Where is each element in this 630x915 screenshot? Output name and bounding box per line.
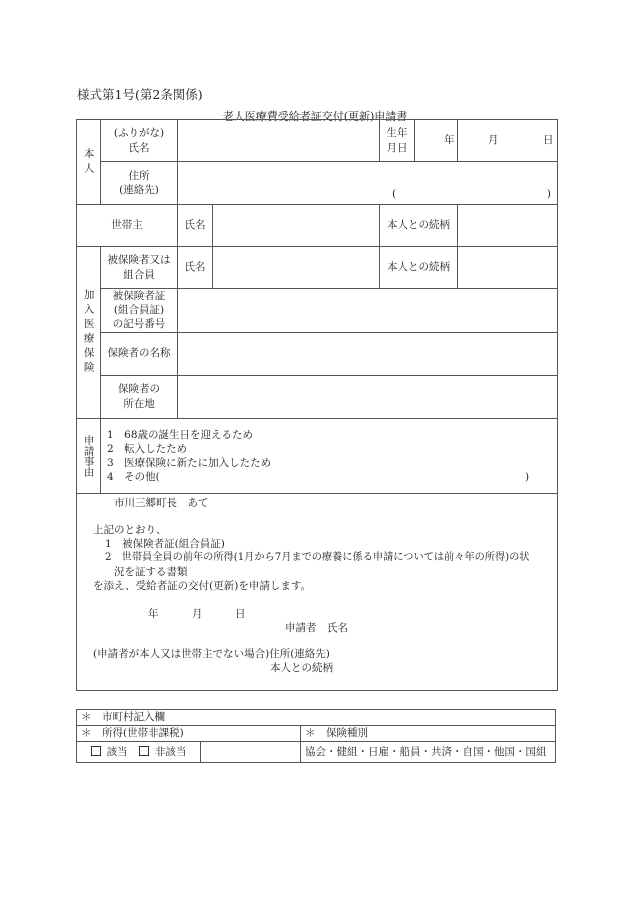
statement-doc2: 2 世帯員全員の前年の所得(1月から7月までの療養に係る申請については前々年の所得)の状 — [105, 551, 530, 563]
applicant-signature-label: 申請者 氏名 — [285, 621, 348, 634]
applicant-address-row — [77, 162, 558, 205]
applicable-label: 該当 — [106, 745, 128, 758]
applicant-name-field[interactable] — [178, 120, 380, 162]
reason-item[interactable]: 3 医療保険に新たに加入したため — [107, 456, 272, 469]
insurer-address-field[interactable] — [178, 375, 558, 418]
insured-relation-label: 本人との続柄 — [380, 247, 458, 289]
statement-month: 月 — [192, 607, 203, 620]
income-checkboxes — [77, 742, 201, 763]
statement-intro: 上記のとおり、 — [93, 523, 167, 536]
not-applicable-label: 非該当 — [154, 745, 187, 758]
office-title: ＊ 市町村記入欄 — [77, 710, 556, 726]
insurance-type-options[interactable]: 協会・健組・日雇・船員・共済・自国・他国・国組 — [301, 742, 556, 763]
name-label-cell: (ふりがな) 氏名 — [101, 120, 178, 162]
applicable-checkbox[interactable] — [91, 746, 101, 756]
not-applicable-checkbox[interactable] — [139, 746, 149, 756]
birth-date-field[interactable]: 年 月 日 — [458, 120, 558, 162]
household-head-row — [77, 205, 558, 247]
statement-doc1: 1 被保険者証(組合員証) — [105, 537, 225, 550]
alt-address-label: (申請者が本人又は世帯主でない場合)住所(連絡先) — [93, 647, 330, 660]
card-number-label: 被保険者証 (組合員証) の記号番号 — [101, 289, 178, 333]
insurer-address-label: 保険者の 所在地 — [101, 375, 178, 418]
card-number-row — [77, 289, 558, 333]
statement-doc2-cont: 況を証する書類 — [114, 565, 188, 578]
form-number: 様式第1号(第2条関係) — [77, 87, 203, 102]
income-label: ＊ 所得(世帯非課税) — [77, 726, 301, 742]
insured-relation-field[interactable] — [458, 247, 558, 289]
insurer-address-row — [77, 375, 558, 418]
reason-item[interactable]: 4 その他( ) — [107, 470, 530, 483]
statement-block — [77, 493, 558, 690]
reasons-section-label: 申請事由 — [77, 418, 101, 493]
household-name-label: 氏名 — [178, 205, 213, 247]
household-relation-label: 本人との続柄 — [380, 205, 458, 247]
household-name-field[interactable] — [213, 205, 380, 247]
income-notes-field[interactable] — [201, 742, 301, 763]
applicant-section-label: 本人 — [77, 120, 101, 205]
alt-relation-label: 本人との続柄 — [270, 661, 333, 674]
office-header-row — [77, 726, 556, 742]
household-head-label: 世帯主 — [77, 205, 178, 247]
applicant-name-row — [77, 120, 558, 162]
reason-item[interactable]: 1 68歳の誕生日を迎えるため — [107, 428, 254, 441]
reasons-row — [77, 418, 558, 493]
application-form-table — [76, 119, 558, 691]
office-use-table — [76, 709, 556, 763]
insurer-name-field[interactable] — [178, 332, 558, 375]
insured-name-label: 氏名 — [178, 247, 213, 289]
addressee: 市川三郷町長 あて — [114, 496, 209, 509]
birth-cell: 生年 月日 — [380, 120, 458, 162]
insurer-name-label: 保険者の名称 — [101, 332, 178, 375]
office-value-row — [77, 742, 556, 763]
statement-day: 日 — [235, 607, 246, 620]
applicant-address-field[interactable]: ( ) — [178, 162, 558, 205]
statement-year: 年 — [148, 607, 159, 620]
card-number-field[interactable] — [178, 289, 558, 333]
insurer-name-row — [77, 332, 558, 375]
insurance-type-label: ＊ 保険種別 — [301, 726, 556, 742]
reasons-list — [101, 418, 558, 493]
statement-request: を添え、受給者証の交付(更新)を申請します。 — [93, 579, 311, 592]
insured-name-field[interactable] — [213, 247, 380, 289]
household-relation-field[interactable] — [458, 205, 558, 247]
statement-row — [77, 493, 558, 690]
insured-row — [77, 247, 558, 289]
insurance-section-label: 加入医療保険 — [77, 247, 101, 419]
address-label-cell: 住所 (連絡先) — [101, 162, 178, 205]
insured-label: 被保険者又は 組合員 — [101, 247, 178, 289]
reason-item[interactable]: 2 転入したため — [107, 442, 188, 455]
office-title-row — [77, 710, 556, 726]
document-title: 老人医療費受給者証交付(更新)申請書 — [222, 110, 408, 123]
reason-other-close: ) — [525, 470, 530, 483]
